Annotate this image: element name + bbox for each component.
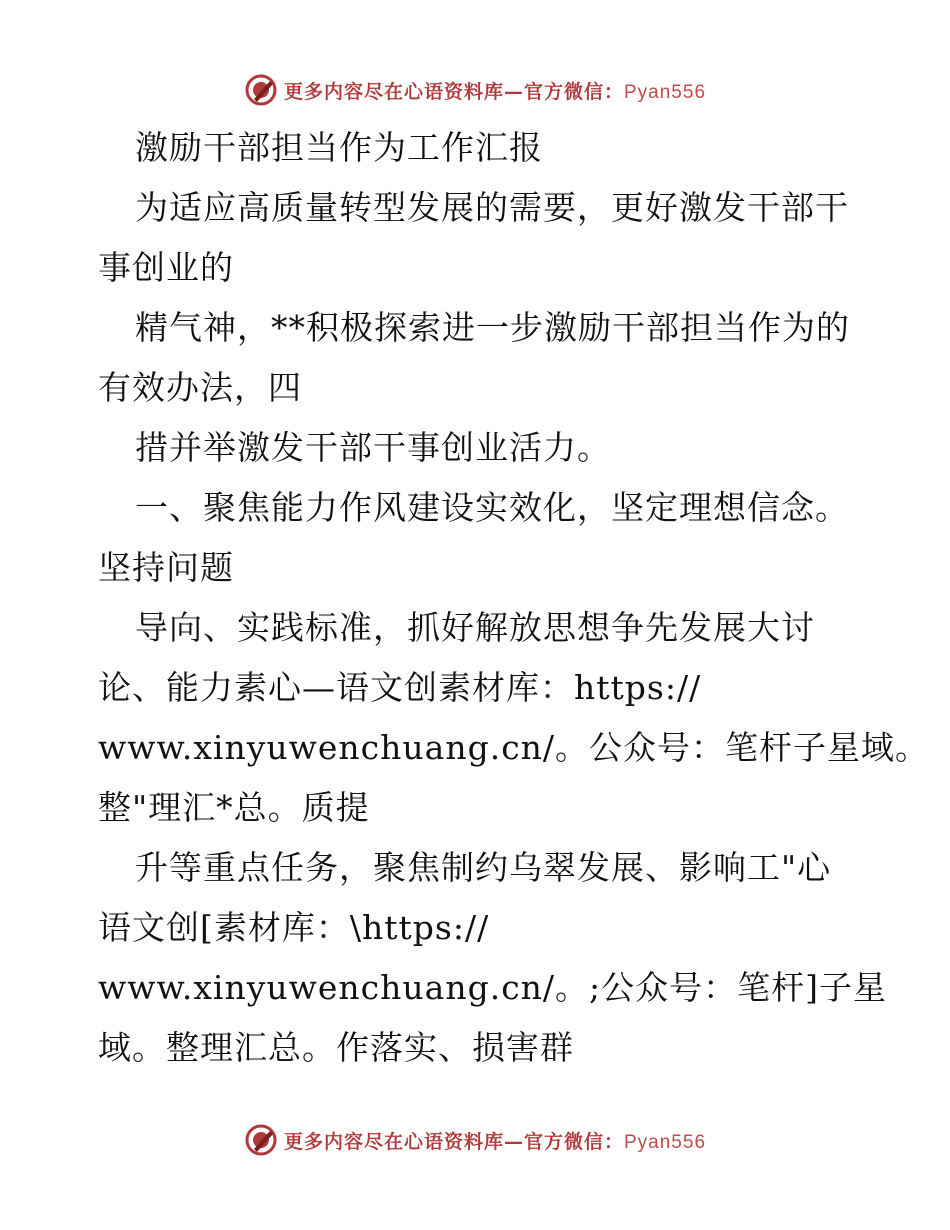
banner-text: 更多内容尽在心语资料库—官方微信：Pyan556 <box>283 80 707 103</box>
footer-banner <box>0 1120 950 1160</box>
banner-handle: Pyan556 <box>624 81 707 103</box>
paragraph-line: 有效办法，四 <box>98 368 302 407</box>
paragraph-line: www.xinyuwenchuang.cn/。;公众号：笔杆]子星 <box>98 968 888 1007</box>
paragraph-line: 升等重点任务，聚焦制约乌翠发展、影响工"心 <box>135 848 832 887</box>
paragraph-line: www.xinyuwenchuang.cn/。公众号：笔杆子星域。 <box>98 728 930 767</box>
paragraph-line: 导向、实践标准，抓好解放思想争先发展大讨 <box>135 608 815 647</box>
document-body <box>98 118 930 1078</box>
section-heading-line: 一、聚焦能力作风建设实效化，坚定理想信念。 <box>135 488 849 527</box>
pen-circle-logo-icon <box>244 73 278 107</box>
paragraph-line: 语文创[素材库：\https:// <box>98 908 490 947</box>
header-banner <box>0 70 950 110</box>
paragraph-line: 精气神，**积极探索进一步激励干部担当作为的 <box>135 308 850 347</box>
paragraph-line: 论、能力素心—语文创素材库：https:// <box>98 668 702 707</box>
paragraph-line: 措并举激发干部干事创业活力。 <box>135 428 611 467</box>
paragraph-line: 为适应高质量转型发展的需要，更好激发干部干 <box>135 188 849 227</box>
pen-circle-logo-icon <box>244 1123 278 1157</box>
document-title: 激励干部担当作为工作汇报 <box>135 128 543 167</box>
paragraph-line: 整"理汇*总。质提 <box>98 788 370 827</box>
paragraph-line: 事创业的 <box>98 248 234 287</box>
paragraph-line: 域。整理汇总。作落实、损害群 <box>98 1028 574 1067</box>
banner-text: 更多内容尽在心语资料库—官方微信：Pyan556 <box>283 1130 707 1153</box>
banner-handle: Pyan556 <box>624 1131 707 1153</box>
paragraph-line: 坚持问题 <box>98 548 234 587</box>
